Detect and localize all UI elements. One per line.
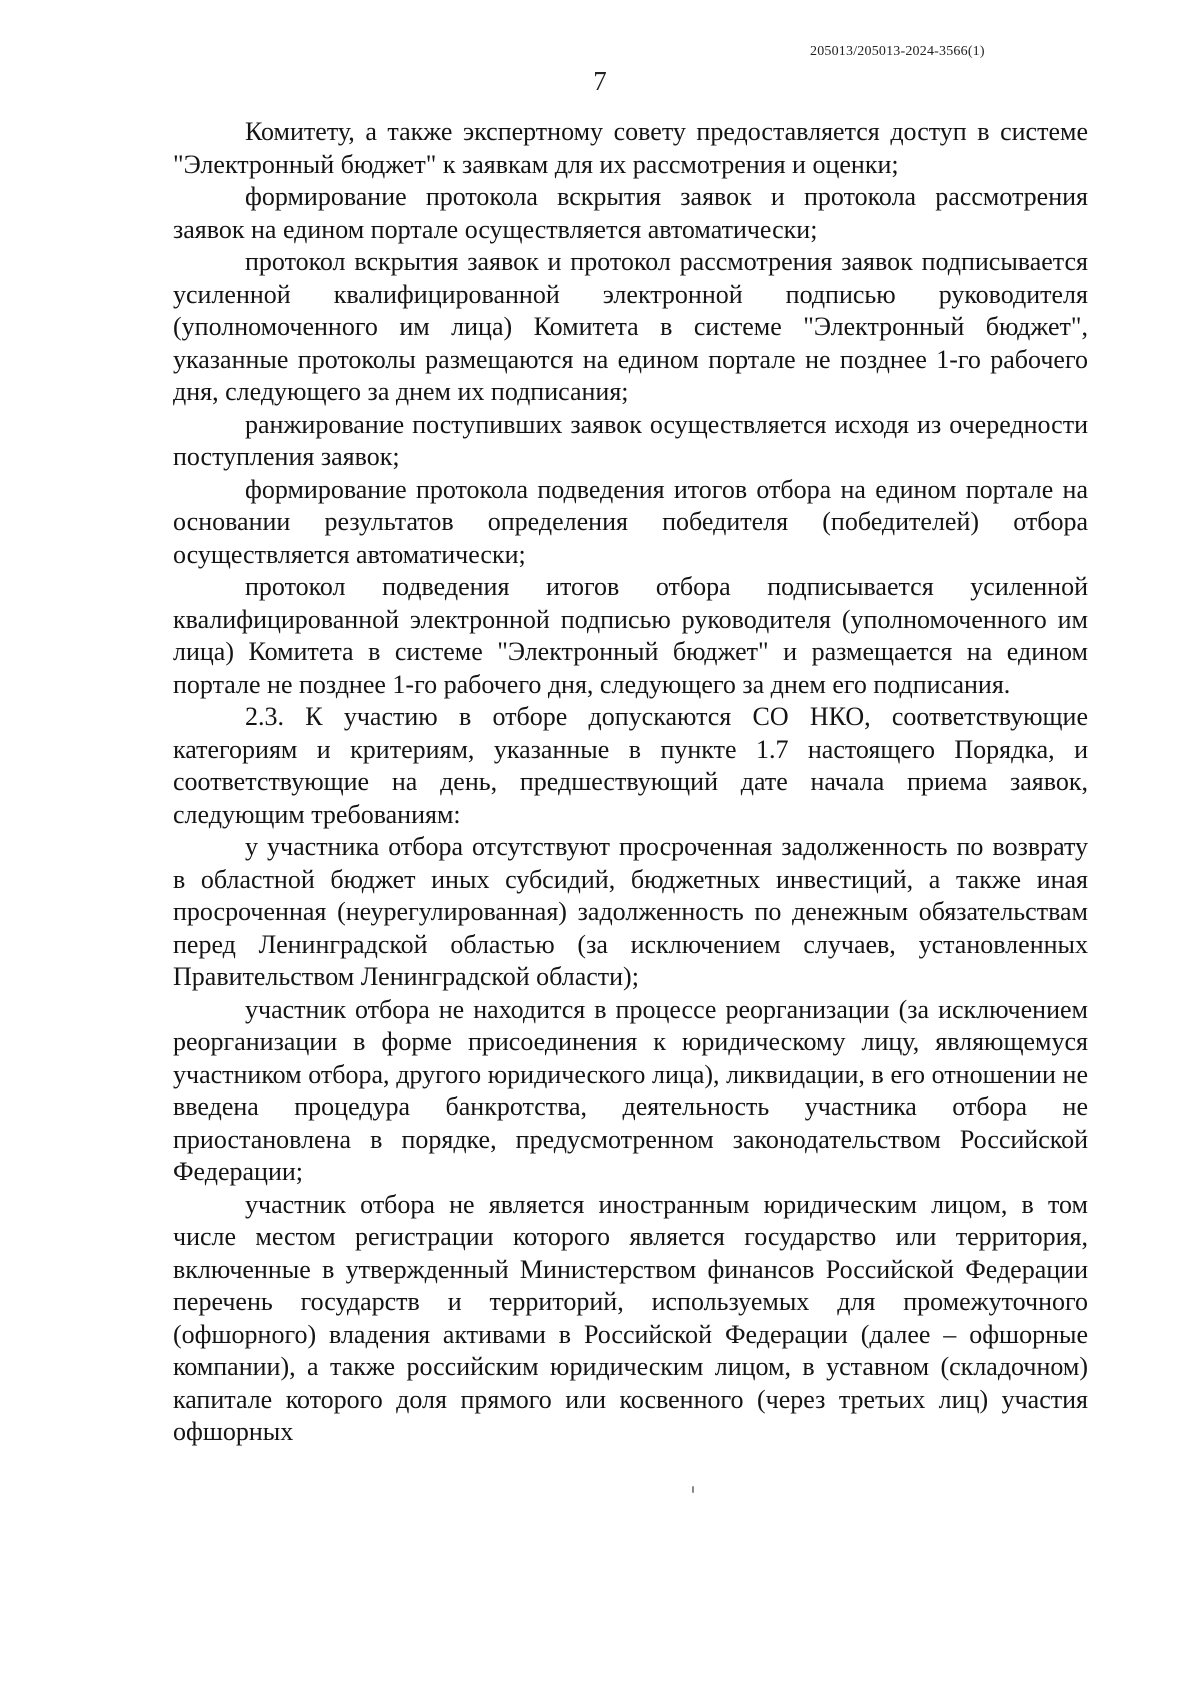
paragraph-results-signing: протокол подведения итогов отбора подписывается усиленной квалифицированной электронной подписью руководителя (уполномоченного им лица) Комитета в системе "Электронный бюджет" и размещается на едином портале не позднее 1-го рабочего дня, следующего за днем его подписания. xyxy=(173,572,1088,699)
scan-speck xyxy=(692,1486,694,1493)
document-body xyxy=(173,116,1088,1449)
paragraph-no-debt: у участника отбора отсутствуют просроченная задолженность по возврату в областной бюджет иных субсидий, бюджетных инвестиций, а также иная просроченная (неурегулированная) задолженность по денежным обязательствам перед Ленинградской областью (за исключением случаев, установленных Правительством Ленинградской области); xyxy=(173,832,1088,991)
paragraph-ranking: ранжирование поступивших заявок осуществляется исходя из очередности поступления заявок; xyxy=(173,409,1088,471)
paragraph-no-reorganization: участник отбора не находится в процессе реорганизации (за исключением реорганизации в форме присоединения к юридическому лицу, являющемуся участником отбора, другого юридического лица), ликвидации, в его отношении не введена процедура банкротства, деятельность участника отбора не приостановлена в порядке, предусмотренном законодательством Российской Федерации; xyxy=(173,994,1088,1186)
document-id: 205013/205013-2024-3566(1) xyxy=(810,44,985,59)
paragraph-section-2-3: 2.3. К участию в отборе допускаются СО НКО, соответствующие категориям и критериям, указанные в пункте 1.7 настоящего Порядка, и соответствующие на день, предшествующий дате начала приема заявок, следующим требованиям: xyxy=(173,702,1088,829)
paragraph-not-offshore: участник отбора не является иностранным юридическим лицом, в том числе местом регистрации которого является государство или территория, включенные в утвержденный Министерством финансов Российской Федерации перечень государств и территорий, используемых для промежуточного (офшорного) владения активами в Российской Федерации (далее – офшорные компании), а также российским юридическим лицом, в уставном (складочном) капитале которого доля прямого или косвенного (через третьих лиц) участия офшорных xyxy=(173,1189,1088,1446)
paragraph-committee-access: Комитету, а также экспертному совету предоставляется доступ в системе "Электронный бюджет" к заявкам для их рассмотрения и оценки; xyxy=(173,117,1088,179)
paragraph-results-protocol: формирование протокола подведения итогов отбора на едином портале на основании результатов определения победителя (победителей) отбора осуществляется автоматически; xyxy=(173,474,1088,569)
page-number: 7 xyxy=(593,66,607,96)
paragraph-protocol-formation: формирование протокола вскрытия заявок и протокола рассмотрения заявок на едином портале осуществляется автоматически; xyxy=(173,182,1088,244)
paragraph-protocol-signing: протокол вскрытия заявок и протокол рассмотрения заявок подписывается усиленной квалифицированной электронной подписью руководителя (уполномоченного им лица) Комитета в системе "Электронный бюджет", указанные протоколы размещаются на едином портале не позднее 1-го рабочего дня, следующего за днем их подписания; xyxy=(173,247,1088,406)
